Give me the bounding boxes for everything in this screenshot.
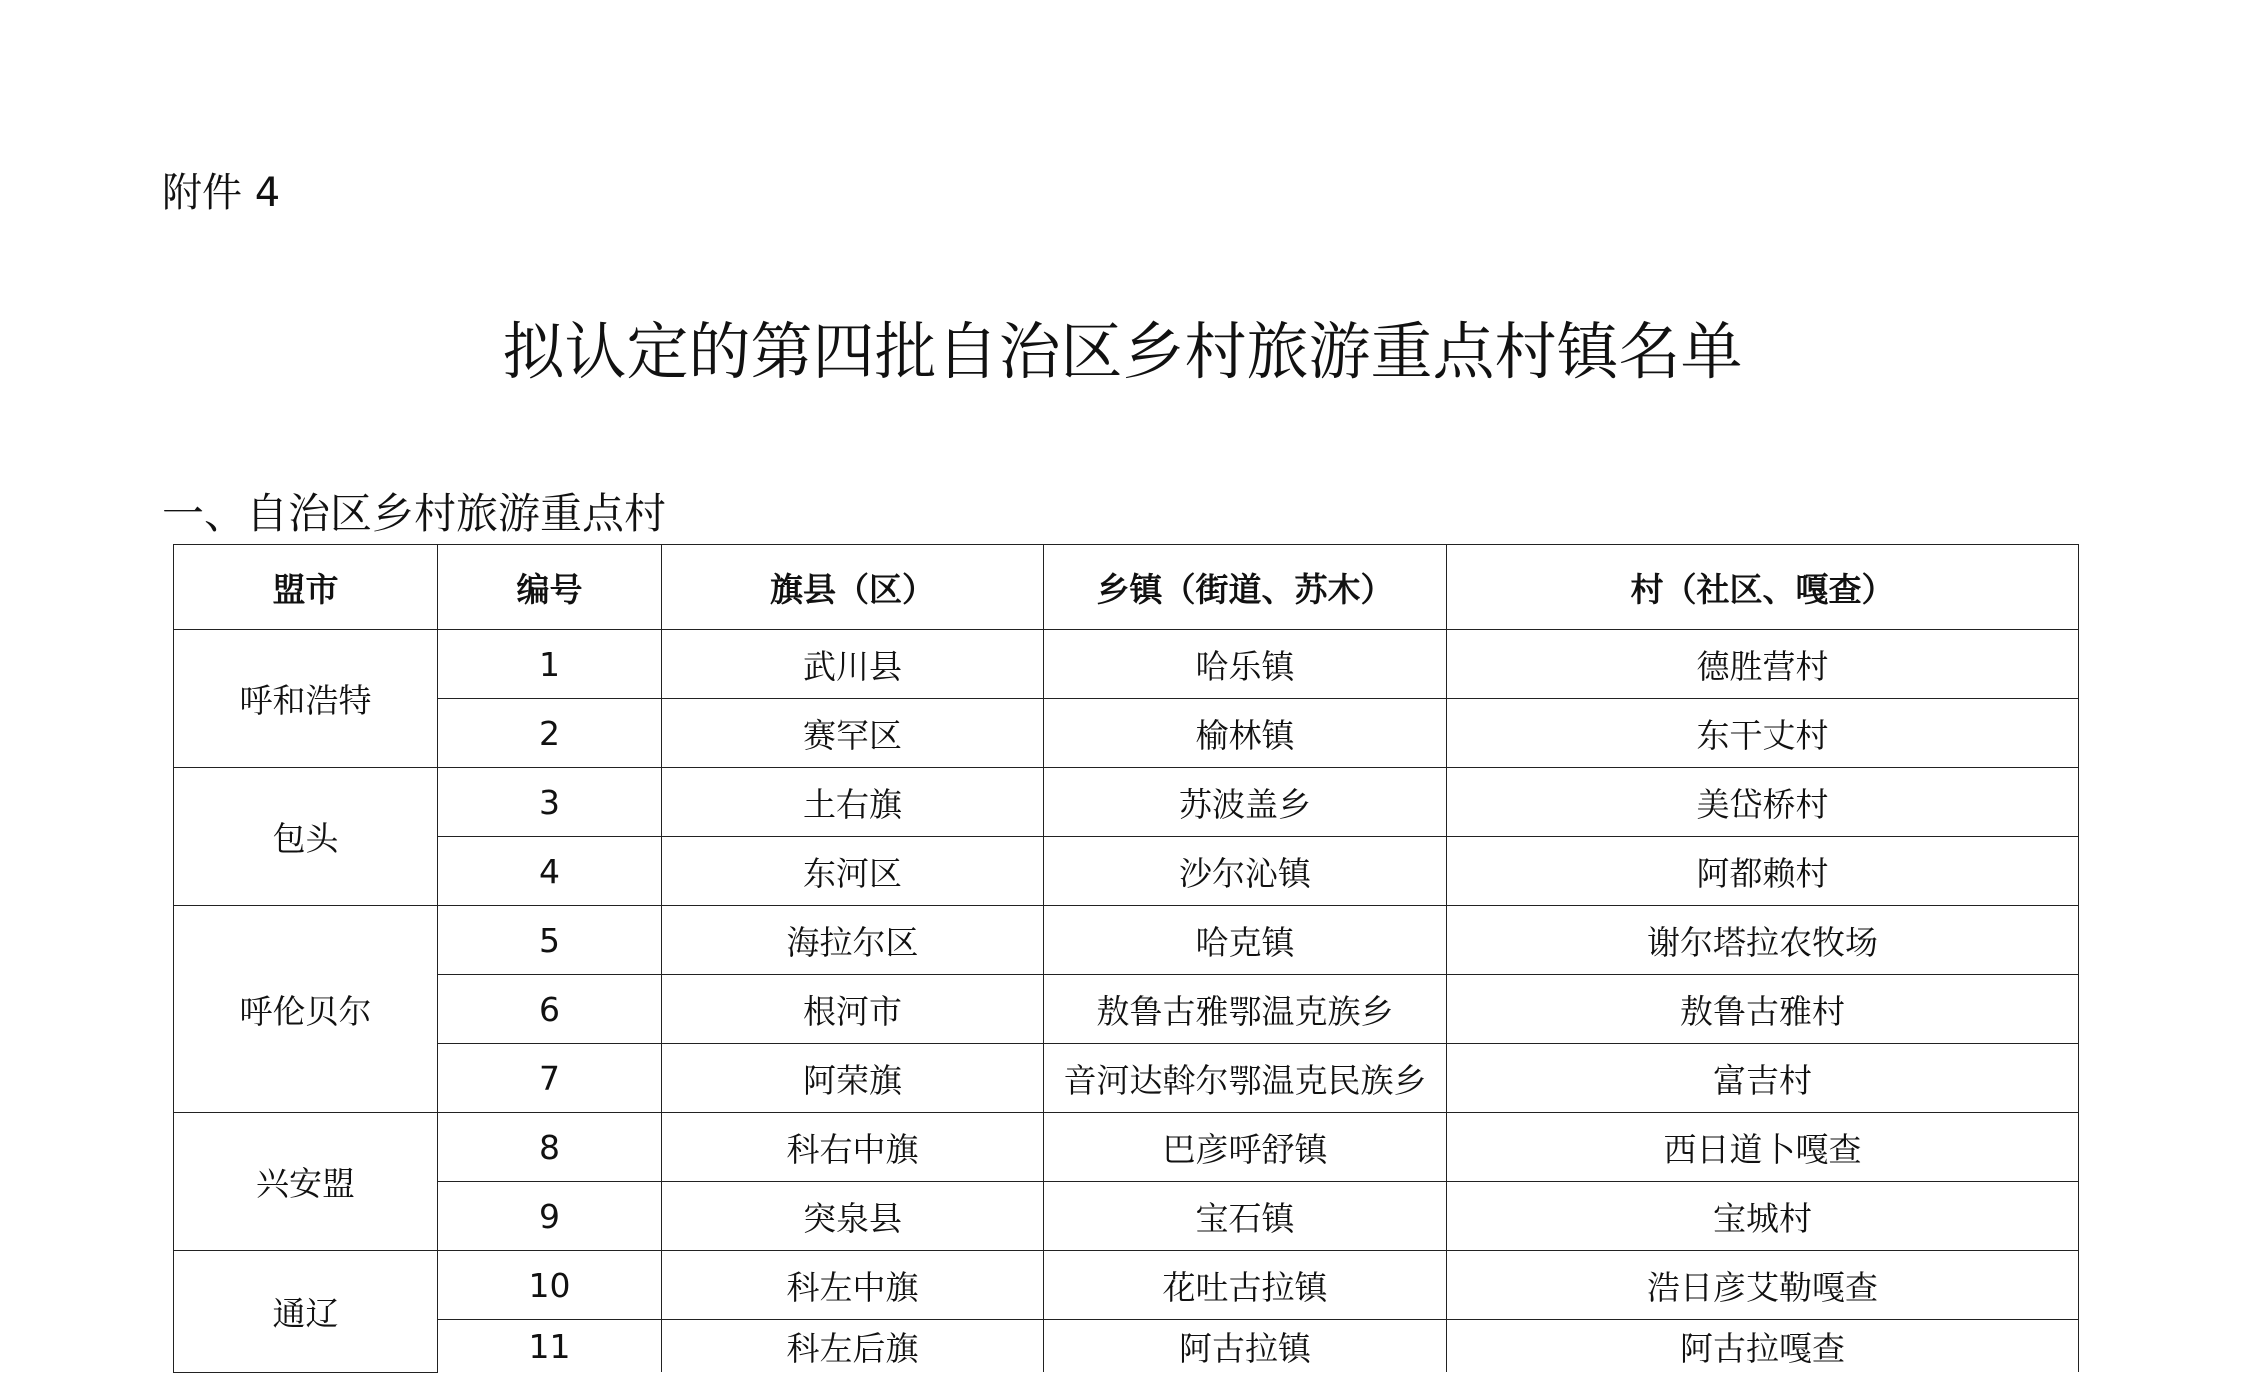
village-cell: 浩日彦艾勒嘎查 bbox=[1447, 1251, 2079, 1320]
county-cell: 海拉尔区 bbox=[662, 906, 1044, 975]
county-cell: 东河区 bbox=[662, 837, 1044, 906]
header-number: 编号 bbox=[438, 545, 662, 630]
table-row bbox=[174, 975, 2079, 1044]
town-cell: 苏波盖乡 bbox=[1044, 768, 1447, 837]
header-county: 旗县（区） bbox=[662, 545, 1044, 630]
table-header-row bbox=[174, 545, 2079, 630]
table-row bbox=[174, 630, 2079, 699]
number-cell: 8 bbox=[438, 1113, 662, 1182]
document-title: 拟认定的第四批自治区乡村旅游重点村镇名单 bbox=[502, 315, 1743, 388]
village-cell: 敖鲁古雅村 bbox=[1447, 975, 2079, 1044]
table-row bbox=[174, 837, 2079, 906]
league-cell: 呼伦贝尔 bbox=[174, 906, 438, 1113]
number-cell: 5 bbox=[438, 906, 662, 975]
town-cell: 阿古拉镇 bbox=[1044, 1320, 1447, 1373]
table-row bbox=[174, 1113, 2079, 1182]
village-cell: 阿古拉嘎查 bbox=[1447, 1320, 2079, 1373]
header-league: 盟市 bbox=[174, 545, 438, 630]
village-cell: 富吉村 bbox=[1447, 1044, 2079, 1113]
table-row bbox=[174, 1320, 2079, 1373]
village-cell: 阿都赖村 bbox=[1447, 837, 2079, 906]
number-cell: 9 bbox=[438, 1182, 662, 1251]
county-cell: 土右旗 bbox=[662, 768, 1044, 837]
number-cell: 6 bbox=[438, 975, 662, 1044]
table-row bbox=[174, 906, 2079, 975]
village-cell: 美岱桥村 bbox=[1447, 768, 2079, 837]
section-heading: 一、自治区乡村旅游重点村 bbox=[162, 489, 667, 538]
league-cell: 兴安盟 bbox=[174, 1113, 438, 1251]
league-cell: 呼和浩特 bbox=[174, 630, 438, 768]
league-cell: 通辽 bbox=[174, 1251, 438, 1373]
county-cell: 根河市 bbox=[662, 975, 1044, 1044]
table-row bbox=[174, 768, 2079, 837]
county-cell: 科右中旗 bbox=[662, 1113, 1044, 1182]
village-cell: 谢尔塔拉农牧场 bbox=[1447, 906, 2079, 975]
village-cell: 东干丈村 bbox=[1447, 699, 2079, 768]
table-row bbox=[174, 699, 2079, 768]
number-cell: 4 bbox=[438, 837, 662, 906]
village-cell: 西日道卜嘎查 bbox=[1447, 1113, 2079, 1182]
town-cell: 敖鲁古雅鄂温克族乡 bbox=[1044, 975, 1447, 1044]
table-row bbox=[174, 1251, 2079, 1320]
number-cell: 10 bbox=[438, 1251, 662, 1320]
county-cell: 武川县 bbox=[662, 630, 1044, 699]
county-cell: 阿荣旗 bbox=[662, 1044, 1044, 1113]
header-village: 村（社区、嘎查） bbox=[1447, 545, 2079, 630]
town-cell: 音河达斡尔鄂温克民族乡 bbox=[1044, 1044, 1447, 1113]
league-cell: 包头 bbox=[174, 768, 438, 906]
county-cell: 突泉县 bbox=[662, 1182, 1044, 1251]
number-cell: 3 bbox=[438, 768, 662, 837]
town-cell: 沙尔沁镇 bbox=[1044, 837, 1447, 906]
table-row bbox=[174, 1182, 2079, 1251]
attachment-label: 附件 4 bbox=[162, 170, 281, 216]
village-list-table bbox=[173, 544, 2079, 1373]
number-cell: 2 bbox=[438, 699, 662, 768]
village-cell: 德胜营村 bbox=[1447, 630, 2079, 699]
number-cell: 11 bbox=[438, 1320, 662, 1373]
table-row bbox=[174, 1044, 2079, 1113]
number-cell: 7 bbox=[438, 1044, 662, 1113]
county-cell: 科左中旗 bbox=[662, 1251, 1044, 1320]
town-cell: 巴彦呼舒镇 bbox=[1044, 1113, 1447, 1182]
county-cell: 科左后旗 bbox=[662, 1320, 1044, 1373]
village-cell: 宝城村 bbox=[1447, 1182, 2079, 1251]
town-cell: 榆林镇 bbox=[1044, 699, 1447, 768]
town-cell: 宝石镇 bbox=[1044, 1182, 1447, 1251]
town-cell: 哈克镇 bbox=[1044, 906, 1447, 975]
header-town: 乡镇（街道、苏木） bbox=[1044, 545, 1447, 630]
town-cell: 花吐古拉镇 bbox=[1044, 1251, 1447, 1320]
town-cell: 哈乐镇 bbox=[1044, 630, 1447, 699]
number-cell: 1 bbox=[438, 630, 662, 699]
county-cell: 赛罕区 bbox=[662, 699, 1044, 768]
